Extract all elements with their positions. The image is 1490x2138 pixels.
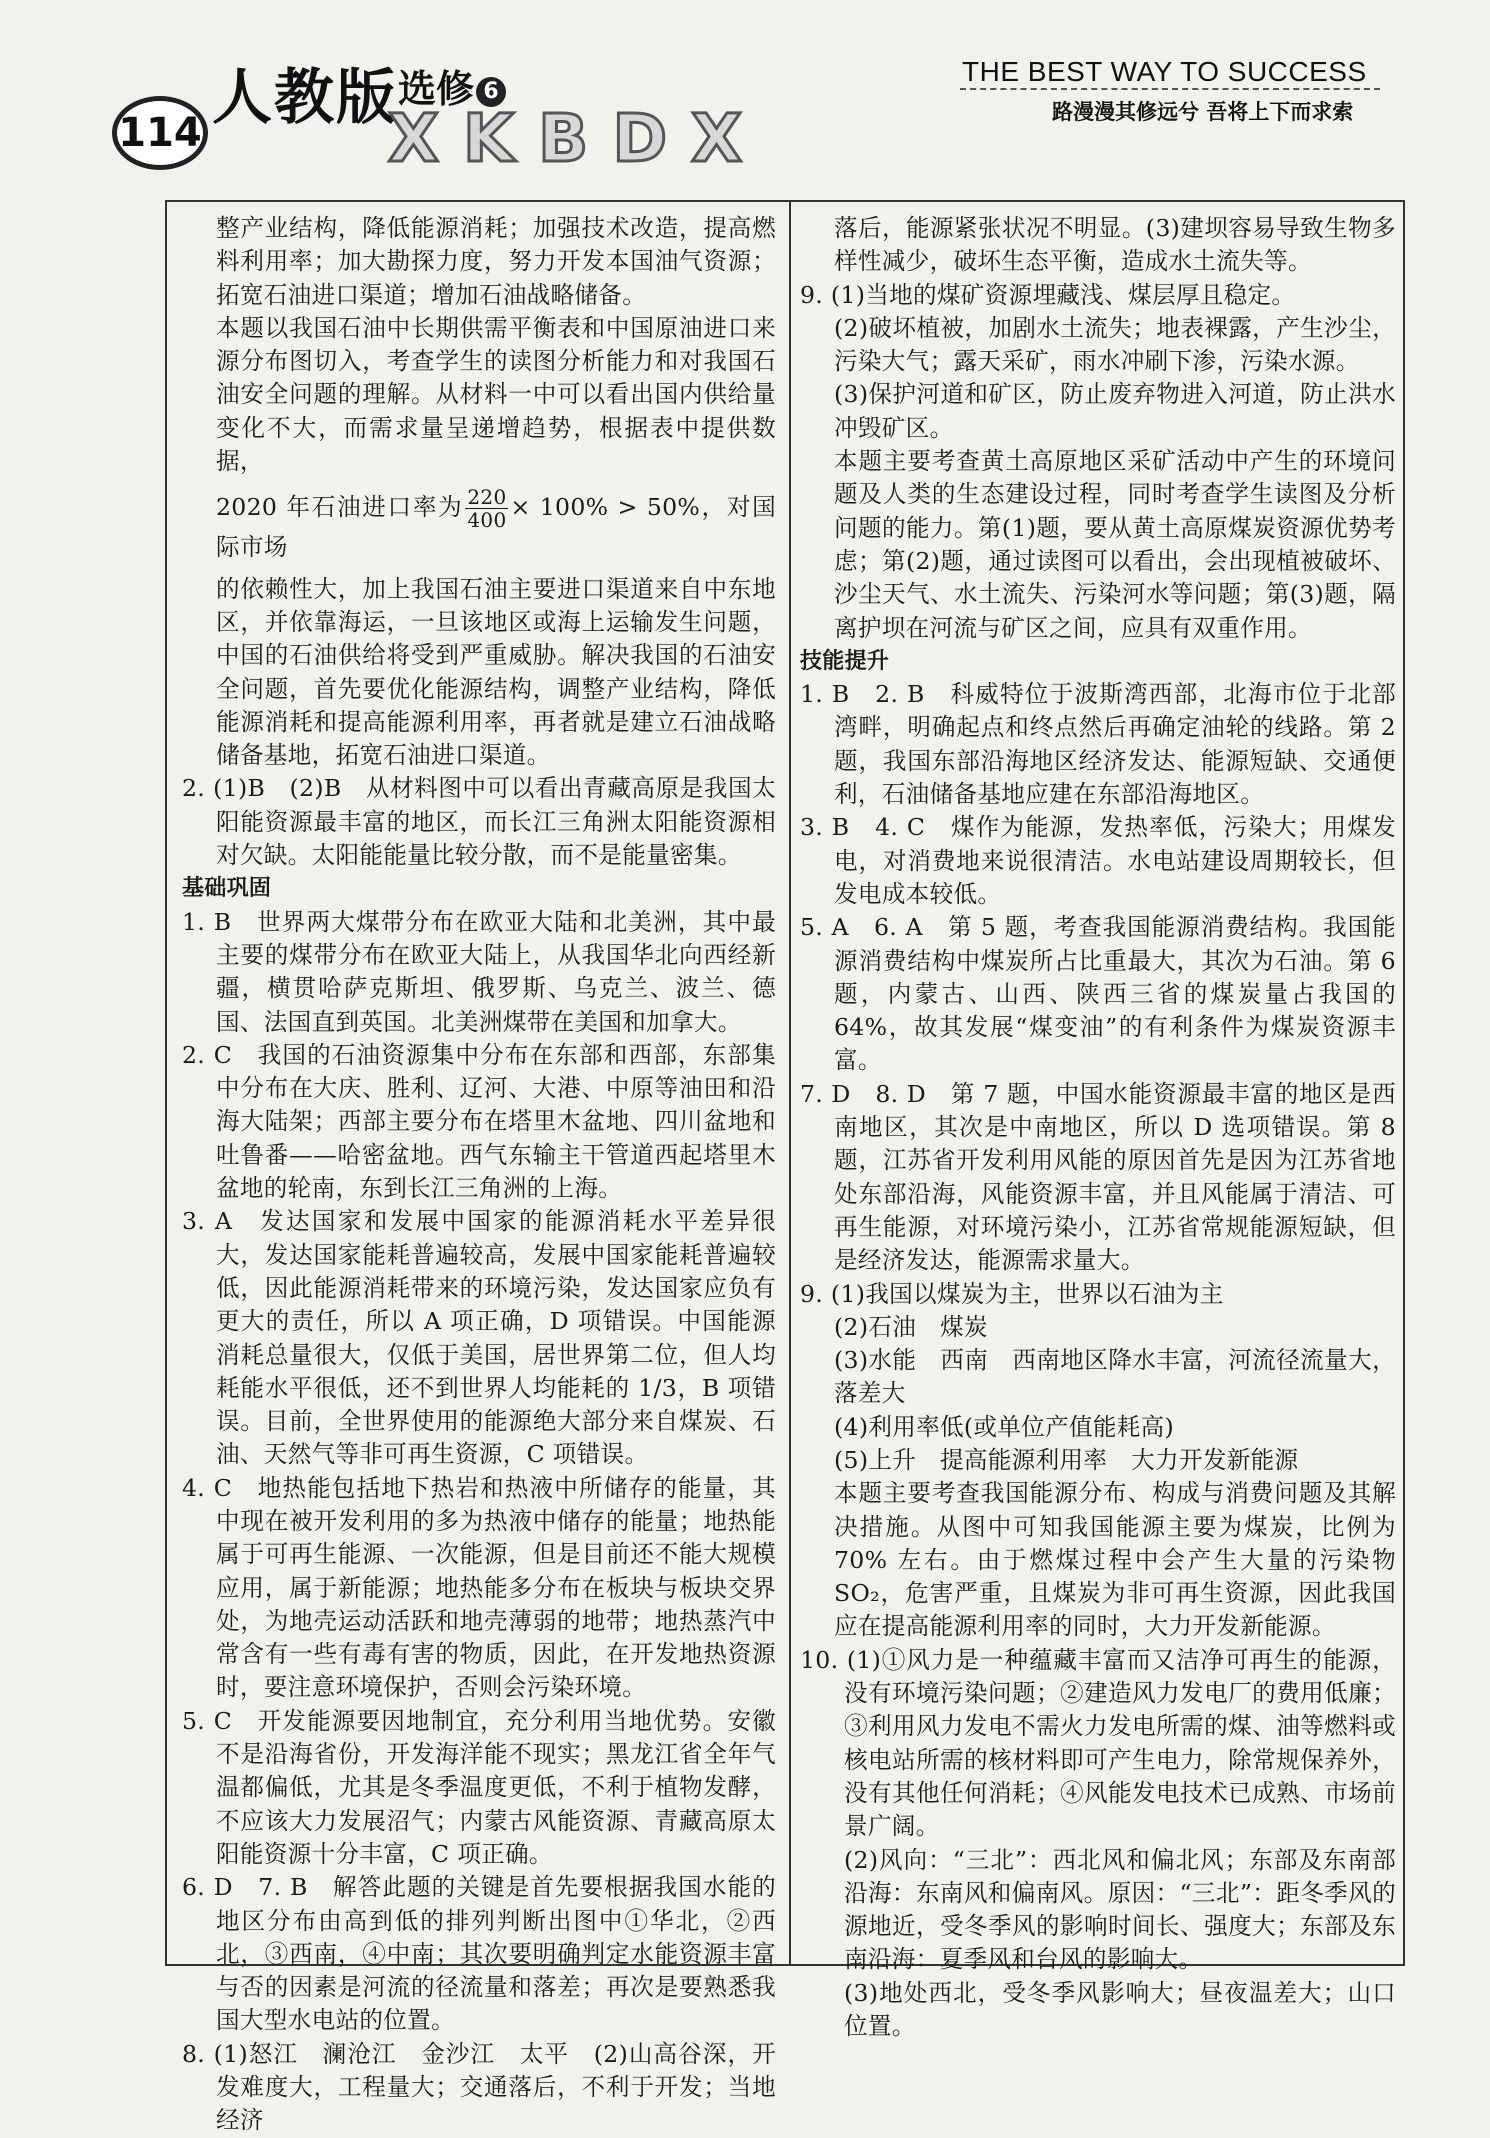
course-name: 选修 — [398, 67, 475, 111]
explanation: 本题主要考查黄土高原地区采矿活动中产生的环境问题及人类的生态建设过程，同时考查学生读图及分析问题的能力。第(1)题，要从黄土高原煤炭资源优势考虑；第(2)题，通过读图可以看出，会出现植被破坏、沙尘天气、水土流失、污染河水等问题；第(3)题，隔离护坝在河流与矿区之间，应具有双重作用。 — [834, 447, 1396, 642]
answer-item: 5. C 开发能源要因地制宜，充分利用当地优势。安徽不是沿海省份，开发海洋能不现实；黑龙江省全年气温都偏低，尤其是冬季温度更低，不利于植物发酵，不应该大力发展沼气；内蒙古风能资源、青藏高原太阳能资源十分丰富，C 项正确。 — [182, 1706, 776, 1868]
edition-title: 人教版 — [212, 63, 398, 133]
page-number: 114 — [112, 96, 208, 170]
answer-item: 7. D 8. D 第 7 题，中国水能资源最丰富的地区是西南地区，其次是中南地区，所以 D 选项错误。第 8 题，江苏省开发利用风能的原因首先是因为江苏省地处东部沿海，风能资源丰富，并且风能属于清洁、可再生能源，对环境污染小，江苏省常规能源短缺，但是经济发达，能源需求量大。 — [800, 1079, 1396, 1275]
fraction-denominator: 400 — [467, 508, 507, 533]
fraction — [465, 486, 508, 531]
answer-subitem: (2)风向：“三北”：西北风和偏北风；东部及东南部沿海：东南风和偏南风。原因：“三北”：距冬季风的源地近，受冬季风的影响时间长、强度大；东部及东南沿海：夏季风和台风的影响大。 — [844, 1845, 1396, 1974]
paragraph: 本题以我国石油中长期供需平衡表和中国原油进口来源分布图切入，考查学生的读图分析能力和对我国石油安全问题的理解。从材料一中可以看出国内供给量变化不大，而需求量呈递增趋势，根据表中提供数据， — [216, 313, 776, 476]
answer-item: 3. A 发达国家和发展中国家的能源消耗水平差异很大，发达国家能耗普遍较高，发展中国家能耗普遍较低，因此能源消耗带来的环境污染，发达国家应负有更大的责任，所以 A 项正确，D 项错误。中国能源消耗总量很大，仅低于美国，居世界第二位，但人均耗能水平很低，还不到世界人均能耗的 1/3，B 项错误。目前，全世界使用的能源绝大部分来自煤炭、石油、天然气等非可再生资源，C 项错误。 — [182, 1207, 776, 1469]
answer-item: 4. C 地热能包括地下热岩和热液中所储存的能量，其中现在被开发利用的多为热液中储存的能量；地热能属于可再生能源、一次能源，但是目前还不能大规模应用，属于新能源；地热能多分布在板块与板块交界处，为地壳运动活跃和地壳薄弱的地带；地热蒸汽中常含有一些有毒有害的物质，因此，在开发地热资源时，要注意环境保护，否则会污染环境。 — [182, 1473, 776, 1702]
answer-subitem: (2)破坏植被，加剧水土流失；地表裸露，产生沙尘，污染大气；露天采矿，雨水冲刷下渗，污染水源。 — [834, 313, 1396, 376]
answer-subitem: (2)石油 煤炭 — [834, 1312, 988, 1341]
answer-item: 2. (1)B (2)B 从材料图中可以看出青藏高原是我国太阳能资源最丰富的地区，而长江三角洲太阳能资源相对欠缺。太阳能能量比较分散，而不是能量密集。 — [182, 774, 776, 870]
formula-prefix: 2020 年石油进口率为 — [216, 493, 464, 522]
section-heading: 基础巩固 — [182, 876, 272, 902]
paragraph: 落后，能源紧张状况不明显。(3)建坝容易导致生物多样性减少，破坏生态平衡，造成水土流失等。 — [834, 214, 1396, 276]
answer-item: 8. (1)怒江 澜沧江 金沙江 太平 (2)山高谷深，开发难度大，工程量大；交通落后，不利于开发；当地经济 — [182, 2039, 776, 2135]
column-divider — [789, 202, 791, 1964]
fraction-numerator: 220 — [467, 485, 507, 510]
section-heading: 技能提升 — [800, 648, 890, 674]
answer-item: 1. B 2. B 科威特位于波斯湾西部，北海市位于北部湾畔，明确起点和终点然后再确定油轮的线路。第 2 题，我国东部沿海地区经济发达、能源短缺、交通便利，石油储备基地应建在东部沿海地区。 — [800, 680, 1396, 809]
answer-item: 9. (1)我国以煤炭为主，世界以石油为主 — [800, 1279, 1224, 1308]
answer-item: 5. A 6. A 第 5 题，考查我国能源消费结构。我国能源消费结构中煤炭所占比重最大，其次为石油。第 6 题，内蒙古、山西、陕西三省的煤炭量占我国的 64%，故其发展“煤变油”的有利条件为煤炭资源丰富。 — [800, 913, 1396, 1075]
answer-subitem: (3)地处西北，受冬季风影响大；昼夜温差大；山口位置。 — [844, 1978, 1396, 2041]
answer-item: 6. D 7. B 解答此题的关键是首先要根据我国水能的地区分布由高到低的排列判断出图中①华北，②西北，③西南，④中南；其次要明确判定水能资源丰富与否的因素是河流的径流量和落差；再次是要熟悉我国大型水电站的位置。 — [182, 1873, 776, 2035]
paragraph: 整产业结构，降低能源消耗；加强技术改造，提高燃料利用率；加大勘探力度，努力开发本国油气资源；拓宽石油进口渠道；增加石油战略储备。 — [216, 214, 776, 309]
answer-subitem: (4)利用率低(或单位产值能耗高) — [834, 1412, 1175, 1441]
answer-item: 2. C 我国的石油资源集中分布在东部和西部，东部集中分布在大庆、胜利、辽河、大港、中原等油田和沿海大陆架；西部主要分布在塔里木盆地、四川盆地和吐鲁番——哈密盆地。西气东输主干管道西起塔里木盆地的轮南，东到长江三角洲的上海。 — [182, 1040, 776, 1203]
answer-item: 10. (1)①风力是一种蕴藏丰富而又洁净可再生的能源，没有环境污染问题；②建造风力发电厂的费用低廉；③利用风力发电不需火力发电所需的煤、油等燃料或核电站所需的核材料即可产生电力，除常规保养外，没有其他任何消耗；④风能发电技术已成熟、市场前景广阔。 — [800, 1645, 1396, 1841]
formula-line — [182, 486, 776, 564]
page-header — [0, 0, 1490, 200]
answer-item: 1. B 世界两大煤带分布在欧亚大陆和北美洲，其中最主要的煤带分布在欧亚大陆上，从我国华北向西经新疆，横贯哈萨克斯坦、俄罗斯、乌克兰、波兰、德国、法国直到英国。北美洲煤带在美国和加拿大。 — [182, 907, 776, 1036]
answer-subitem: (3)水能 西南 西南地区降水丰富，河流径流量大，落差大 — [834, 1346, 1396, 1408]
answer-item: 9. (1)当地的煤矿资源埋藏浅、煤层厚且稳定。 — [800, 280, 1296, 309]
paragraph: 的依赖性大，加上我国石油主要进口渠道来自中东地区，并依靠海运，一旦该地区或海上运输发生问题，中国的石油供给将受到严重威胁。解决我国的石油安全问题，首先要优化能源结构，调整产业结构，降低能源消耗和提高能源利用率，再者就是建立石油战略储备基地，拓宽石油进口渠道。 — [216, 574, 776, 770]
formula-suffix: × 100% > 50%，对国际市场 — [216, 493, 776, 562]
explanation: 本题主要考查我国能源分布、构成与消费问题及其解决措施。从图中可知我国能源主要为煤炭，比例为 70% 左右。由于燃煤过程中会产生大量的污染物 SO₂，危害严重，且煤炭为非可再生资源，因此我国应在提高能源利用率的同时，大力开发新能源。 — [834, 1479, 1396, 1641]
right-column — [800, 212, 1396, 2043]
answer-subitem: (3)保护河道和矿区，防止废弃物进入河道，防止洪水冲毁矿区。 — [834, 380, 1396, 442]
brand-logo: XKBDX — [388, 100, 767, 177]
left-column — [182, 212, 776, 2138]
slogan-chinese: 路漫漫其修远兮 吾将上下而求索 — [1052, 100, 1354, 124]
answer-subitem: (5)上升 提高能源利用率 大力开发新能源 — [834, 1445, 1299, 1474]
slogan-divider — [960, 88, 1380, 90]
answer-item: 3. B 4. C 煤作为能源，发热率低，污染大；用煤发电，对消费地来说很清洁。水电站建设周期较长，但发电成本较低。 — [800, 813, 1396, 908]
course-number-badge: 6 — [476, 77, 506, 107]
slogan-english: THE BEST WAY TO SUCCESS — [962, 56, 1367, 87]
